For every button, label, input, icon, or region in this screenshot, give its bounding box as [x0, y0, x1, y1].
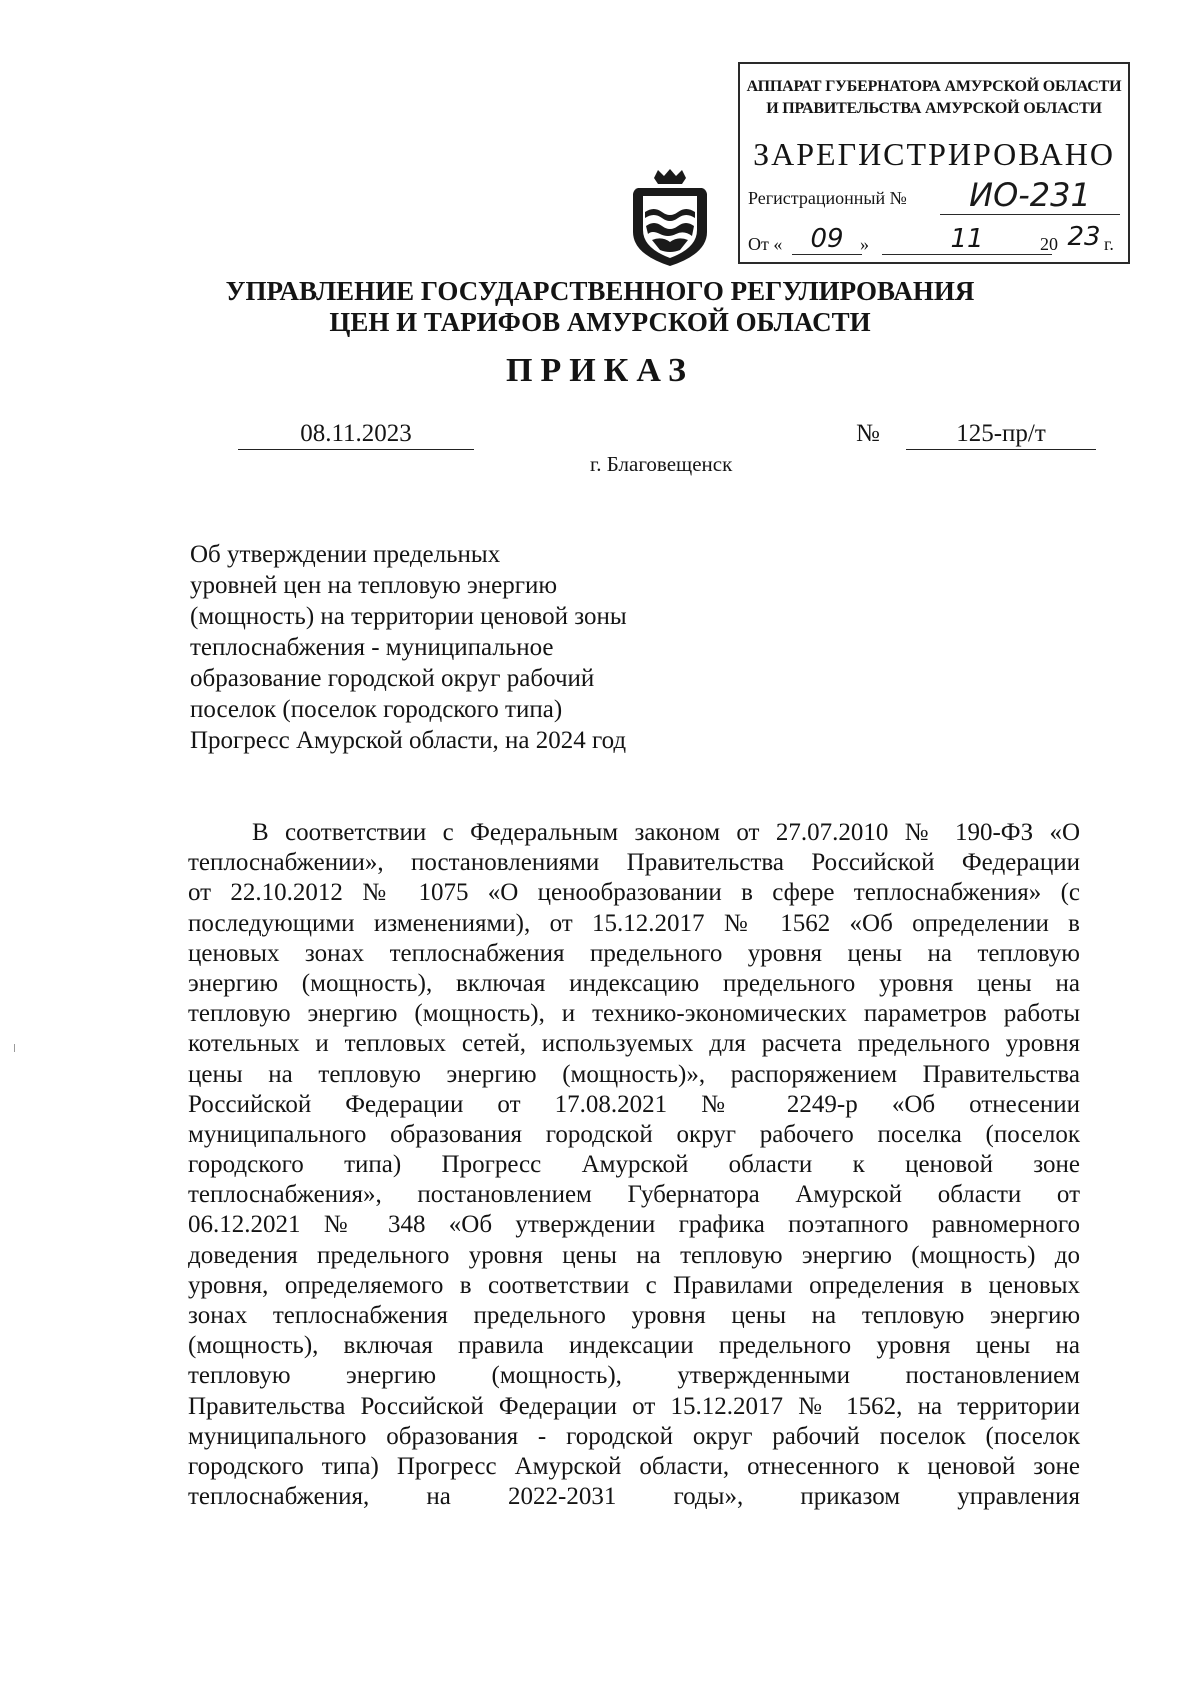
stamp-registered: ЗАРЕГИСТРИРОВАНО — [753, 136, 1115, 172]
body-line: тепловую энергию (мощность), и технико-экономических параметров работы — [188, 1000, 1080, 1028]
body-line: зонах теплоснабжения предельного уровня цены на тепловую энергию — [188, 1302, 1080, 1329]
stamp-org-line1: АППАРАТ ГУБЕРНАТОРА АМУРСКОЙ ОБЛАСТИ — [746, 78, 1122, 95]
agency-name-line1: УПРАВЛЕНИЕ ГОСУДАРСТВЕННОГО РЕГУЛИРОВАНИЯ — [225, 276, 975, 306]
stamp-date-month: 11 — [882, 224, 1052, 255]
stamp-date-close: » — [860, 234, 869, 254]
order-city: г. Благовещенск — [590, 452, 733, 476]
agency-name-line2: ЦЕН И ТАРИФОВ АМУРСКОЙ ОБЛАСТИ — [329, 307, 871, 337]
registration-stamp — [738, 62, 1130, 264]
order-number: 125-пр/т — [906, 420, 1096, 450]
body-line: 06.12.2021 № 348 «Об утверждении графика поэтапного равномерного — [188, 1211, 1080, 1239]
body-line: теплоснабжения», постановлением Губернатора Амурской области от — [188, 1181, 1080, 1209]
stamp-reg-number-label: Регистрационный № — [748, 188, 907, 208]
stamp-org-line2: И ПРАВИТЕЛЬСТВА АМУРСКОЙ ОБЛАСТИ — [766, 100, 1102, 117]
body-line: тепловую энергию (мощность), утвержденными постановлением — [188, 1362, 1080, 1390]
stamp-date-prefix: От « — [748, 234, 783, 254]
body-line: теплоснабжения, на 2022-2031 годы», приказом управления — [188, 1483, 1080, 1511]
order-subject — [190, 539, 710, 756]
body-line: теплоснабжении», постановлениями Правительства Российской Федерации — [188, 849, 1080, 877]
body-line: Правительства Российской Федерации от 15.12.2017 № 1562, на территории — [188, 1392, 1080, 1420]
order-number-label: № — [856, 420, 880, 447]
subject-line: поселок (поселок городского типа) — [190, 696, 563, 723]
subject-line: Прогресс Амурской области, на 2024 год — [190, 727, 627, 754]
body-line: городского типа) Прогресс Амурской области к ценовой зоне — [188, 1151, 1080, 1179]
scan-edge-mark — [14, 1044, 15, 1052]
order-date: 08.11.2023 — [238, 420, 474, 450]
body-line: муниципального образования городской округ рабочего поселка (поселок — [188, 1120, 1080, 1148]
body-line: уровня, определяемого в соответствии с Правилами определения в ценовых — [188, 1271, 1080, 1299]
body-line: (мощность), включая правила индексации предельного уровня цены на — [188, 1332, 1080, 1360]
body-line: от 22.10.2012 № 1075 «О ценообразовании в сфере теплоснабжения» (с — [188, 879, 1080, 907]
subject-line: уровней цен на тепловую энергию — [190, 572, 558, 599]
body-line: доведения предельного уровня цены на тепловую энергию (мощность) до — [188, 1241, 1080, 1269]
document-type-title: ПРИКАЗ — [506, 352, 694, 389]
body-line: ценовых зонах теплоснабжения предельного уровня цены на тепловую — [188, 939, 1080, 967]
stamp-date-year: 23 — [1067, 222, 1101, 252]
stamp-reg-number: ИО-231 — [940, 176, 1120, 215]
coat-of-arms-icon — [628, 168, 712, 268]
body-line: Российской Федерации от 17.08.2021 № 2249-р «Об отнесении — [188, 1090, 1080, 1118]
subject-line: (мощность) на территории ценовой зоны — [190, 603, 627, 630]
body-line: энергию (мощность), включая индексацию предельного уровня цены на — [188, 969, 1080, 997]
subject-line: теплоснабжения - муниципальное — [190, 634, 554, 661]
body-line: городского типа) Прогресс Амурской области, отнесенного к ценовой зоне — [188, 1452, 1080, 1480]
stamp-date-day: 09 — [792, 224, 862, 255]
subject-line: Об утверждении предельных — [190, 541, 501, 568]
subject-line: образование городской округ рабочий — [190, 665, 595, 692]
body-paragraph — [188, 818, 1080, 1512]
body-line: муниципального образования - городской округ рабочий поселок (поселок — [188, 1422, 1080, 1450]
stamp-date-century: 20 — [1040, 234, 1058, 254]
body-line: последующими изменениями), от 15.12.2017 № 1562 «Об определении в — [188, 909, 1080, 937]
body-line: цены на тепловую энергию (мощность)», распоряжением Правительства — [188, 1060, 1080, 1088]
body-line: котельных и тепловых сетей, используемых для расчета предельного уровня — [188, 1030, 1080, 1058]
body-line: В соответствии с Федеральным законом от 27.07.2010 № 190-ФЗ «О — [252, 819, 1080, 846]
stamp-date-suffix: г. — [1104, 234, 1114, 254]
